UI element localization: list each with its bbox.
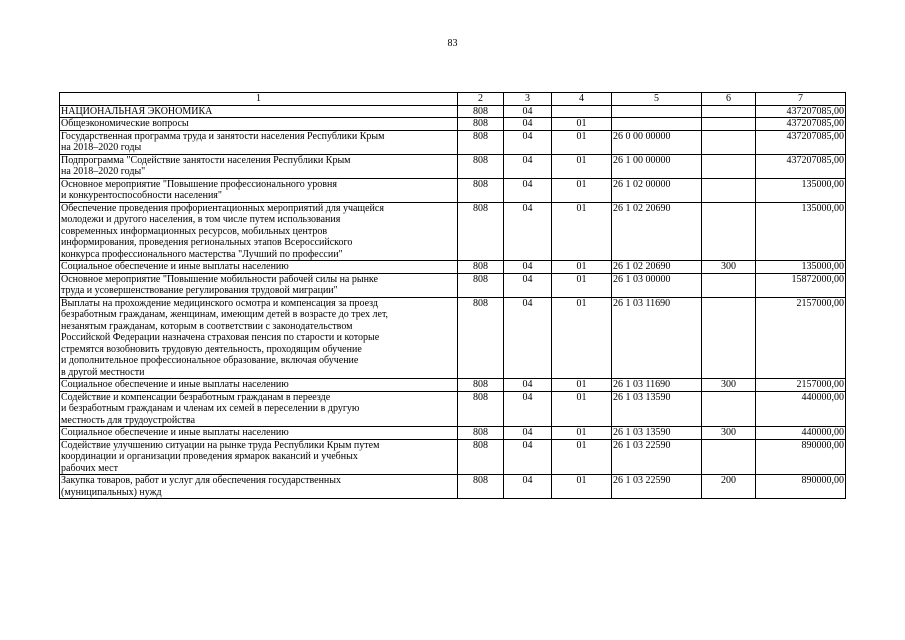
row-expense-type-cell — [702, 202, 756, 261]
table-row — [60, 154, 846, 178]
page-number: 83 — [447, 38, 458, 49]
row-subsection-cell: 01 — [552, 439, 612, 475]
row-subsection-cell: 01 — [552, 130, 612, 154]
row-sum-cell: 437207085,00 — [756, 105, 846, 118]
row-sum-cell: 440000,00 — [756, 427, 846, 440]
row-target-article-cell: 26 1 03 22590 — [612, 439, 702, 475]
row-subsection-cell: 01 — [552, 379, 612, 392]
row-grbs-cell: 808 — [458, 273, 504, 297]
header-col-5: 5 — [612, 93, 702, 106]
row-subsection-cell: 01 — [552, 154, 612, 178]
row-sum-cell: 135000,00 — [756, 178, 846, 202]
row-name-cell: Общеэкономические вопросы — [60, 118, 458, 131]
row-subsection-cell: 01 — [552, 475, 612, 499]
table-row — [60, 130, 846, 154]
row-target-article-cell: 26 1 03 00000 — [612, 273, 702, 297]
row-name-cell: Подпрограмма "Содействие занятости населения Республики Крым на 2018–2020 годы" — [60, 154, 458, 178]
row-section-cell: 04 — [504, 379, 552, 392]
header-col-4: 4 — [552, 93, 612, 106]
row-section-cell: 04 — [504, 391, 552, 427]
row-expense-type-cell: 200 — [702, 475, 756, 499]
row-section-cell: 04 — [504, 427, 552, 440]
row-sum-cell: 437207085,00 — [756, 130, 846, 154]
row-subsection-cell — [552, 105, 612, 118]
row-grbs-cell: 808 — [458, 439, 504, 475]
table-row — [60, 273, 846, 297]
table-row — [60, 297, 846, 379]
row-target-article-cell: 26 1 02 20690 — [612, 261, 702, 274]
row-target-article-cell — [612, 118, 702, 131]
row-expense-type-cell: 300 — [702, 379, 756, 392]
row-section-cell: 04 — [504, 439, 552, 475]
row-grbs-cell: 808 — [458, 261, 504, 274]
row-name-cell: Выплаты на прохождение медицинского осмотра и компенсация за проезд безработным гражданам, женщинам, имеющим детей в возрасте до трех лет, незанятым гражданам, которым в соответствии с законодательством Российской Федерации назначена страховая пенсия по старости и которые стремятся возобновить трудовую деятельность, проходящим обучение и дополнительное профессиональное образование, включая обучение в другой местности — [60, 297, 458, 379]
budget-table — [59, 92, 846, 499]
row-expense-type-cell — [702, 391, 756, 427]
row-name-cell: Основное мероприятие "Повышение профессионального уровня и конкурентоспособности населения" — [60, 178, 458, 202]
table-row — [60, 475, 846, 499]
row-expense-type-cell — [702, 178, 756, 202]
row-sum-cell: 890000,00 — [756, 439, 846, 475]
row-grbs-cell: 808 — [458, 391, 504, 427]
header-col-1: 1 — [60, 93, 458, 106]
table-row — [60, 105, 846, 118]
header-col-3: 3 — [504, 93, 552, 106]
row-subsection-cell: 01 — [552, 118, 612, 131]
row-name-cell: Социальное обеспечение и иные выплаты населению — [60, 379, 458, 392]
header-col-6: 6 — [702, 93, 756, 106]
row-expense-type-cell — [702, 297, 756, 379]
row-grbs-cell: 808 — [458, 379, 504, 392]
row-name-cell: Обеспечение проведения профориентационных мероприятий для учащейся молодежи и другого населения, в том числе путем использования современных информационных ресурсов, мобильных центров информирования, проведения региональных этапов Всероссийского конкурса профессионального мастерства "Лучший по профессии" — [60, 202, 458, 261]
row-grbs-cell: 808 — [458, 105, 504, 118]
row-sum-cell: 2157000,00 — [756, 297, 846, 379]
row-section-cell: 04 — [504, 273, 552, 297]
row-section-cell: 04 — [504, 261, 552, 274]
row-section-cell: 04 — [504, 202, 552, 261]
row-section-cell: 04 — [504, 178, 552, 202]
row-subsection-cell: 01 — [552, 427, 612, 440]
row-sum-cell: 135000,00 — [756, 202, 846, 261]
row-name-cell: НАЦИОНАЛЬНАЯ ЭКОНОМИКА — [60, 105, 458, 118]
table-row — [60, 391, 846, 427]
header-col-7: 7 — [756, 93, 846, 106]
header-col-2: 2 — [458, 93, 504, 106]
row-sum-cell: 15872000,00 — [756, 273, 846, 297]
row-grbs-cell: 808 — [458, 297, 504, 379]
table-row — [60, 118, 846, 131]
row-name-cell: Основное мероприятие "Повышение мобильности рабочей силы на рынке труда и усовершенствование регулирования трудовой миграции" — [60, 273, 458, 297]
row-target-article-cell: 26 1 03 22590 — [612, 475, 702, 499]
row-name-cell: Социальное обеспечение и иные выплаты населению — [60, 261, 458, 274]
row-name-cell: Социальное обеспечение и иные выплаты населению — [60, 427, 458, 440]
row-grbs-cell: 808 — [458, 154, 504, 178]
row-subsection-cell: 01 — [552, 261, 612, 274]
row-expense-type-cell — [702, 118, 756, 131]
row-section-cell: 04 — [504, 475, 552, 499]
row-target-article-cell: 26 1 02 20690 — [612, 202, 702, 261]
row-name-cell: Содействие и компенсации безработным гражданам в переезде и безработным гражданам и членам их семей в переселении в другую местность для трудоустройства — [60, 391, 458, 427]
row-target-article-cell: 26 1 03 13590 — [612, 391, 702, 427]
row-subsection-cell: 01 — [552, 178, 612, 202]
table-row — [60, 379, 846, 392]
row-target-article-cell: 26 1 03 11690 — [612, 379, 702, 392]
row-target-article-cell — [612, 105, 702, 118]
table-row — [60, 439, 846, 475]
row-sum-cell: 437207085,00 — [756, 154, 846, 178]
table-row — [60, 427, 846, 440]
row-sum-cell: 890000,00 — [756, 475, 846, 499]
row-target-article-cell: 26 1 00 00000 — [612, 154, 702, 178]
row-section-cell: 04 — [504, 297, 552, 379]
row-name-cell: Содействие улучшению ситуации на рынке труда Республики Крым путем координации и организации проведения ярмарок вакансий и учебных рабочих мест — [60, 439, 458, 475]
row-name-cell: Закупка товаров, работ и услуг для обеспечения государственных (муниципальных) нужд — [60, 475, 458, 499]
row-sum-cell: 437207085,00 — [756, 118, 846, 131]
row-expense-type-cell — [702, 105, 756, 118]
row-target-article-cell: 26 1 03 13590 — [612, 427, 702, 440]
row-grbs-cell: 808 — [458, 178, 504, 202]
row-subsection-cell: 01 — [552, 202, 612, 261]
row-expense-type-cell — [702, 154, 756, 178]
table-header-row — [60, 93, 846, 106]
row-section-cell: 04 — [504, 130, 552, 154]
row-sum-cell: 135000,00 — [756, 261, 846, 274]
row-expense-type-cell: 300 — [702, 261, 756, 274]
row-grbs-cell: 808 — [458, 130, 504, 154]
row-grbs-cell: 808 — [458, 202, 504, 261]
row-target-article-cell: 26 1 03 11690 — [612, 297, 702, 379]
row-section-cell: 04 — [504, 105, 552, 118]
row-expense-type-cell: 300 — [702, 427, 756, 440]
row-grbs-cell: 808 — [458, 427, 504, 440]
table-row — [60, 202, 846, 261]
row-grbs-cell: 808 — [458, 475, 504, 499]
row-subsection-cell: 01 — [552, 391, 612, 427]
row-section-cell: 04 — [504, 118, 552, 131]
row-subsection-cell: 01 — [552, 273, 612, 297]
row-target-article-cell: 26 0 00 00000 — [612, 130, 702, 154]
row-expense-type-cell — [702, 273, 756, 297]
row-sum-cell: 2157000,00 — [756, 379, 846, 392]
table-row — [60, 178, 846, 202]
row-expense-type-cell — [702, 439, 756, 475]
row-subsection-cell: 01 — [552, 297, 612, 379]
table-row — [60, 261, 846, 274]
row-expense-type-cell — [702, 130, 756, 154]
row-name-cell: Государственная программа труда и занятости населения Республики Крым на 2018–2020 годы — [60, 130, 458, 154]
row-grbs-cell: 808 — [458, 118, 504, 131]
row-target-article-cell: 26 1 02 00000 — [612, 178, 702, 202]
row-sum-cell: 440000,00 — [756, 391, 846, 427]
row-section-cell: 04 — [504, 154, 552, 178]
